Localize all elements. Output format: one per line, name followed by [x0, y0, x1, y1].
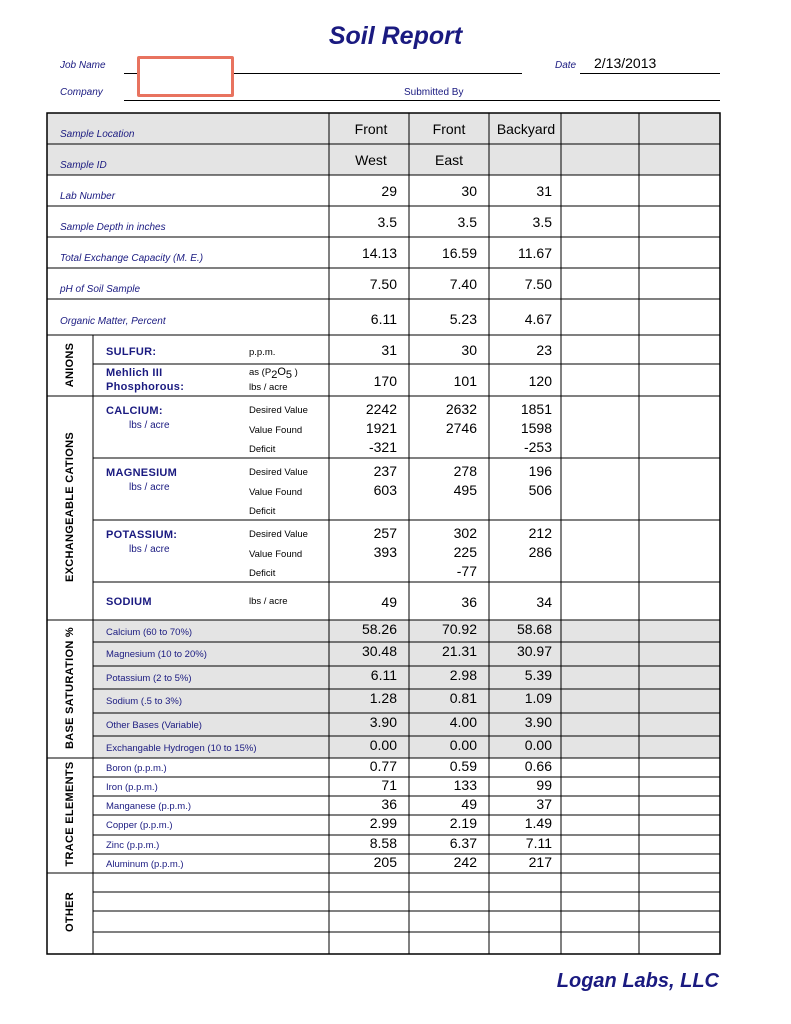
sodium-3: 34	[536, 594, 552, 610]
potassium-label: POTASSIUM:	[106, 529, 178, 541]
base-saturation-value-2-1: 30.48	[361, 643, 397, 659]
ph-1: 7.50	[369, 276, 397, 292]
lab-name: Logan Labs, LLC	[556, 970, 719, 992]
potassium-found-label: Value Found	[249, 549, 303, 560]
trace-element-value-3-2: 49	[461, 796, 477, 812]
sulfur-2: 30	[461, 342, 477, 358]
ph-2: 7.40	[449, 276, 477, 292]
page-title: Soil Report	[328, 22, 463, 50]
calcium-found-1: 1921	[365, 420, 397, 436]
sulfur-label: SULFUR:	[106, 346, 157, 358]
sample-depth-2: 3.5	[457, 214, 477, 230]
magnesium-unit: lbs / acre	[129, 482, 170, 493]
company-label: Company	[60, 87, 103, 98]
calcium-label: CALCIUM:	[106, 405, 163, 417]
trace-element-value-6-3: 217	[528, 854, 552, 870]
sodium-2: 36	[461, 594, 477, 610]
magnesium-deficit-label: Deficit	[249, 506, 276, 517]
location-col-2: Front	[432, 121, 466, 137]
trace-element-value-6-1: 205	[373, 854, 397, 870]
calcium-found-label: Value Found	[249, 425, 303, 436]
potassium-unit: lbs / acre	[129, 544, 170, 555]
calcium-deficit-label: Deficit	[249, 444, 276, 455]
sample-depth-3: 3.5	[532, 214, 552, 230]
phosphorous-label: Phosphorous:	[106, 381, 185, 393]
lab-number-label: Lab Number	[60, 191, 116, 202]
calcium-desired-label: Desired Value	[249, 405, 308, 416]
base-saturation-value-3-3: 5.39	[524, 667, 552, 683]
calcium-desired-2: 2632	[445, 401, 477, 417]
trace-section-label: TRACE ELEMENTS	[64, 761, 76, 867]
ph-3: 7.50	[524, 276, 552, 292]
trace-element-label-4: Copper (p.p.m.)	[106, 820, 173, 831]
sulfur-3: 23	[536, 342, 552, 358]
magnesium-found-1: 603	[373, 482, 397, 498]
organic-2: 5.23	[449, 311, 477, 327]
sample-id-label: Sample ID	[60, 160, 107, 171]
potassium-desired-1: 257	[373, 525, 397, 541]
base-saturation-value-6-3: 0.00	[524, 737, 552, 753]
trace-element-value-4-2: 2.19	[449, 815, 477, 831]
potassium-desired-2: 302	[453, 525, 477, 541]
base-saturation-value-3-1: 6.11	[370, 667, 397, 683]
base-saturation-value-3-2: 2.98	[449, 667, 477, 683]
trace-element-value-5-2: 6.37	[449, 835, 477, 851]
base-saturation-value-5-3: 3.90	[524, 714, 552, 730]
trace-element-value-5-1: 8.58	[369, 835, 397, 851]
phos-3: 120	[528, 373, 552, 389]
calcium-desired-1: 2242	[365, 401, 397, 417]
id-col-1: West	[355, 152, 387, 168]
base-saturation-label-4: Sodium (.5 to 3%)	[106, 696, 183, 707]
magnesium-desired-2: 278	[453, 463, 477, 479]
lab-number-3: 31	[536, 183, 552, 199]
base-saturation-value-1-3: 58.68	[516, 621, 552, 637]
trace-element-value-4-1: 2.99	[369, 815, 397, 831]
base-saturation-label-3: Potassium (2 to 5%)	[106, 673, 192, 684]
base-saturation-value-1-2: 70.92	[441, 621, 477, 637]
trace-element-value-3-1: 36	[381, 796, 397, 812]
lab-number-1: 29	[381, 183, 397, 199]
potassium-found-3: 286	[528, 544, 552, 560]
potassium-deficit-2: -77	[456, 563, 477, 579]
sample-location-label: Sample Location	[60, 129, 135, 140]
magnesium-found-3: 506	[528, 482, 552, 498]
base-saturation-value-4-2: 0.81	[449, 690, 477, 706]
potassium-desired-3: 212	[528, 525, 552, 541]
sample-depth-label: Sample Depth in inches	[60, 222, 166, 233]
magnesium-desired-1: 237	[373, 463, 397, 479]
organic-label: Organic Matter, Percent	[60, 316, 166, 327]
calcium-found-3: 1598	[520, 420, 552, 436]
base-saturation-label-6: Exchangable Hydrogen (10 to 15%)	[106, 743, 257, 754]
organic-3: 4.67	[524, 311, 552, 327]
base-saturation-section-label: BASE SATURATION %	[64, 626, 76, 750]
cations-section-label: EXCHANGEABLE CATIONS	[64, 431, 76, 583]
phos-unit-1: as ($P_2O_5$ )	[249, 366, 298, 381]
base-saturation-label-2: Magnesium (10 to 20%)	[106, 649, 207, 660]
base-saturation-value-2-2: 21.31	[441, 643, 477, 659]
tec-label: Total Exchange Capacity (M. E.)	[60, 253, 204, 264]
trace-element-label-3: Manganese (p.p.m.)	[106, 801, 192, 812]
job-name-label: Job Name	[60, 60, 106, 71]
location-col-1: Front	[354, 121, 388, 137]
date-label: Date	[555, 60, 577, 71]
submitted-by-label: Submitted By	[404, 87, 464, 98]
organic-1: 6.11	[370, 311, 397, 327]
base-saturation-value-6-1: 0.00	[369, 737, 397, 753]
base-saturation-label-5: Other Bases (Variable)	[106, 720, 202, 731]
trace-element-label-5: Zinc (p.p.m.)	[106, 840, 160, 851]
potassium-found-1: 393	[373, 544, 397, 560]
trace-element-value-3-3: 37	[536, 796, 552, 812]
magnesium-desired-3: 196	[528, 463, 552, 479]
base-saturation-value-5-1: 3.90	[369, 714, 397, 730]
base-saturation-value-5-2: 4.00	[449, 714, 477, 730]
calcium-deficit-1: -321	[368, 439, 397, 455]
sodium-label: SODIUM	[106, 596, 152, 608]
trace-element-value-6-2: 242	[453, 854, 477, 870]
base-saturation-value-4-3: 1.09	[524, 690, 552, 706]
id-col-2: East	[434, 152, 463, 168]
sodium-1: 49	[381, 594, 397, 610]
anions-section-label: ANIONS	[64, 342, 76, 388]
sulfur-1: 31	[381, 342, 397, 358]
tec-1: 14.13	[361, 245, 397, 261]
calcium-deficit-3: -253	[523, 439, 552, 455]
trace-element-value-1-1: 0.77	[369, 758, 397, 774]
magnesium-found-label: Value Found	[249, 487, 303, 498]
trace-element-label-1: Boron (p.p.m.)	[106, 763, 167, 774]
trace-element-label-6: Aluminum (p.p.m.)	[106, 859, 184, 870]
sample-depth-1: 3.5	[377, 214, 397, 230]
magnesium-found-2: 495	[453, 482, 477, 498]
tec-2: 16.59	[441, 245, 477, 261]
base-saturation-value-4-1: 1.28	[369, 690, 397, 706]
other-section-label: OTHER	[64, 892, 76, 932]
base-saturation-value-2-3: 30.97	[516, 643, 552, 659]
base-saturation-value-1-1: 58.26	[361, 621, 397, 637]
trace-element-label-2: Iron (p.p.m.)	[106, 782, 158, 793]
trace-element-value-2-2: 133	[453, 777, 477, 793]
phos-1: 170	[373, 373, 397, 389]
potassium-deficit-label: Deficit	[249, 568, 276, 579]
base-saturation-label-1: Calcium (60 to 70%)	[106, 627, 193, 638]
magnesium-label: MAGNESIUM	[106, 467, 178, 479]
trace-element-value-2-1: 71	[381, 777, 397, 793]
trace-element-value-1-2: 0.59	[449, 758, 477, 774]
lab-number-2: 30	[461, 183, 477, 199]
sulfur-unit: p.p.m.	[249, 347, 276, 358]
trace-element-value-5-3: 7.11	[525, 835, 552, 851]
mehlich-label: Mehlich III	[106, 367, 163, 379]
location-col-3: Backyard	[496, 121, 556, 137]
magnesium-desired-label: Desired Value	[249, 467, 308, 478]
sodium-unit: lbs / acre	[249, 596, 288, 607]
potassium-found-2: 225	[453, 544, 477, 560]
calcium-desired-3: 1851	[520, 401, 552, 417]
trace-element-value-2-3: 99	[536, 777, 552, 793]
phos-2: 101	[453, 373, 477, 389]
date-value: 2/13/2013	[594, 55, 657, 71]
trace-element-value-1-3: 0.66	[524, 758, 552, 774]
calcium-unit: lbs / acre	[129, 420, 170, 431]
phos-unit-2: lbs / acre	[249, 382, 288, 393]
calcium-found-2: 2746	[445, 420, 477, 436]
trace-element-value-4-3: 1.49	[524, 815, 552, 831]
ph-label: pH of Soil Sample	[60, 284, 141, 295]
base-saturation-value-6-2: 0.00	[449, 737, 477, 753]
potassium-desired-label: Desired Value	[249, 529, 308, 540]
tec-3: 11.67	[518, 245, 552, 261]
